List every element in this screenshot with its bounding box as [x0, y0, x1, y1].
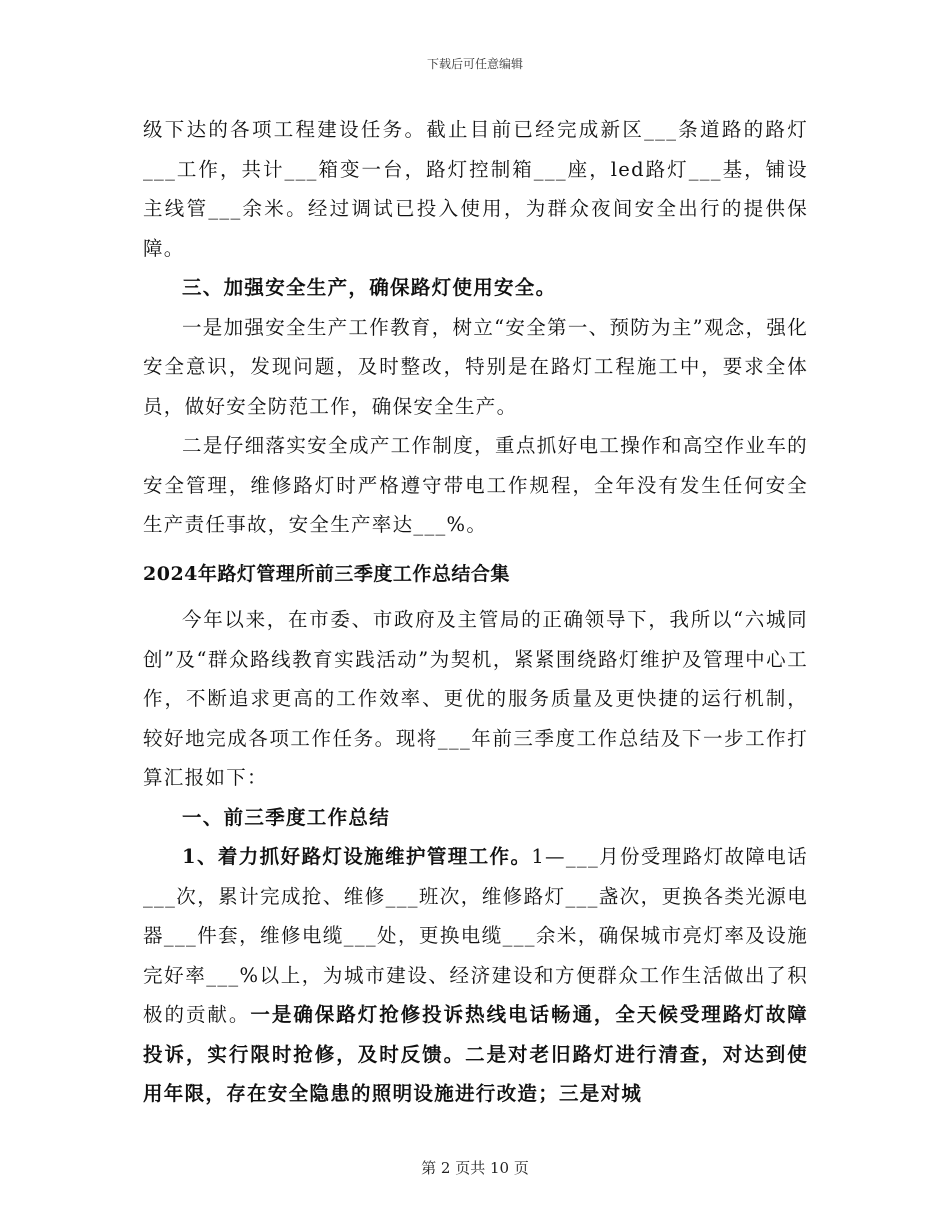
page-footer: 第 2 页共 10 页	[421, 1159, 529, 1177]
paragraph-intro: 今年以来，在市委、市政府及主管局的正确领导下，我所以“六城同创”及“群众路线教育实践活动”为契机，紧紧围绕路灯维护及管理中心工作，不断追求更高的工作效率、更优的服务质量及更快捷的运行机制，较好地完成各项工作任务。现将___年前三季度工作总结及下一步工作打算汇报如下：	[143, 608, 808, 789]
paragraph-maintenance	[143, 837, 808, 1114]
paragraph-safety-system: 二是仔细落实安全成产工作制度，重点抓好电工操作和高空作业车的安全管理，维修路灯时严格遵守带电工作规程，全年没有发生任何安全生产责任事故，安全生产率达___%。	[143, 434, 808, 536]
section-heading-summary: 一、前三季度工作总结	[182, 805, 391, 829]
maintenance-lead: 1、着力抓好路灯设施维护管理工作。	[182, 845, 532, 868]
page-header: 下载后可任意编辑	[426, 57, 523, 71]
maintenance-measures: 一是确保路灯抢修投诉热线电话畅通，全天候受理路灯故障投诉，实行限时抢修，及时反馈。二是对老旧路灯进行清查，对达到使用年限，存在安全隐患的照明设施进行改造；三是对城	[143, 1003, 808, 1105]
document-title: 2024年路灯管理所前三季度工作总结合集	[143, 562, 510, 585]
section-heading-safety: 三、加强安全生产，确保路灯使用安全。	[182, 276, 557, 299]
maintenance-stats: 1—___月份受理路灯故障电话___次，累计完成抢、维修___班次，维修路灯___盏次，更换各类光源电器___件套，维修电缆___处，更换电缆___余米，确保城市亮灯率及设施完好率___%以上，为城市建设、经济建设和方便群众工作生活做出了积极的贡献。	[143, 845, 808, 1026]
paragraph-continued: 级下达的各项工程建设任务。截止目前已经完成新区___条道路的路灯___工作，共计___箱变一台，路灯控制箱___座，led路灯___基，铺设主线管___余米。经过调试已投入使用，为群众夜间安全出行的提供保障。	[143, 118, 808, 260]
document-body	[143, 110, 808, 1114]
paragraph-safety-education: 一是加强安全生产工作教育，树立“安全第一、预防为主”观念，强化安全意识，发现问题，及时整改，特别是在路灯工程施工中，要求全体员，做好安全防范工作，确保安全生产。	[143, 315, 808, 418]
